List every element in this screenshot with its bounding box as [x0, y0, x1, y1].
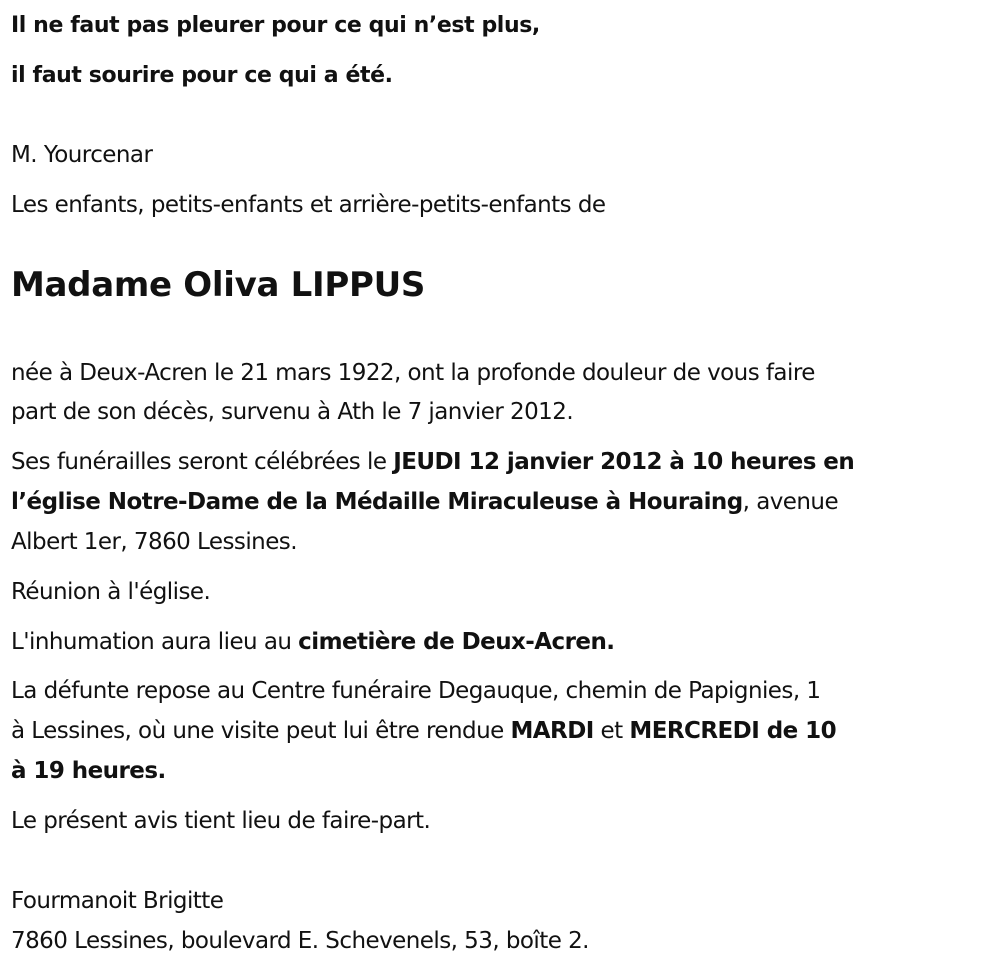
burial-line: [11, 627, 615, 657]
contact-address: 7860 Lessines, boulevard E. Schevenels, 53, boîte 2.: [11, 928, 589, 954]
funeral-line-2: [11, 487, 838, 517]
contact-name: Fourmanoit Brigitte: [11, 888, 224, 914]
burial-cemetery: cimetière de Deux-Acren.: [298, 629, 615, 655]
meeting-text: Réunion à l'église.: [11, 579, 211, 605]
birth-death-line-1: née à Deux-Acren le 21 mars 1922, ont la profonde douleur de vous faire: [11, 360, 815, 386]
quote-author: M. Yourcenar: [11, 142, 153, 168]
visitation-line-2: [11, 716, 836, 746]
funeral-line-3: Albert 1er, 7860 Lessines.: [11, 529, 298, 555]
birth-death-line-2: part de son décès, survenu à Ath le 7 janvier 2012.: [11, 399, 574, 425]
funeral-date-time: JEUDI 12 janvier 2012 à 10 heures en: [393, 449, 855, 475]
visitation-intro: à Lessines, où une visite peut lui être rendue: [11, 718, 511, 744]
intro-text: Les enfants, petits-enfants et arrière-petits-enfants de: [11, 192, 606, 218]
quote-line-2: il faut sourire pour ce qui a été.: [11, 63, 393, 88]
burial-intro: L'inhumation aura lieu au: [11, 629, 299, 655]
deceased-name-heading: Madame Oliva LIPPUS: [11, 265, 426, 305]
quote-line-1: Il ne faut pas pleurer pour ce qui n’est plus,: [11, 13, 540, 38]
visitation-conjunction: et: [593, 718, 630, 744]
funeral-church: l’église Notre-Dame de la Médaille Miraculeuse à Houraing: [11, 489, 743, 515]
notice-text: Le présent avis tient lieu de faire-part.: [11, 808, 431, 834]
visitation-line-1: La défunte repose au Centre funéraire Degauque, chemin de Papignies, 1: [11, 678, 821, 704]
visitation-day-2: MERCREDI de 10: [629, 718, 837, 744]
visitation-day-1: MARDI: [510, 718, 594, 744]
visitation-line-3: [11, 756, 166, 786]
funeral-intro: Ses funérailles seront célébrées le: [11, 449, 394, 475]
visitation-hours: à 19 heures.: [11, 758, 166, 784]
funeral-line-1: [11, 447, 854, 477]
funeral-street-start: , avenue: [742, 489, 839, 515]
